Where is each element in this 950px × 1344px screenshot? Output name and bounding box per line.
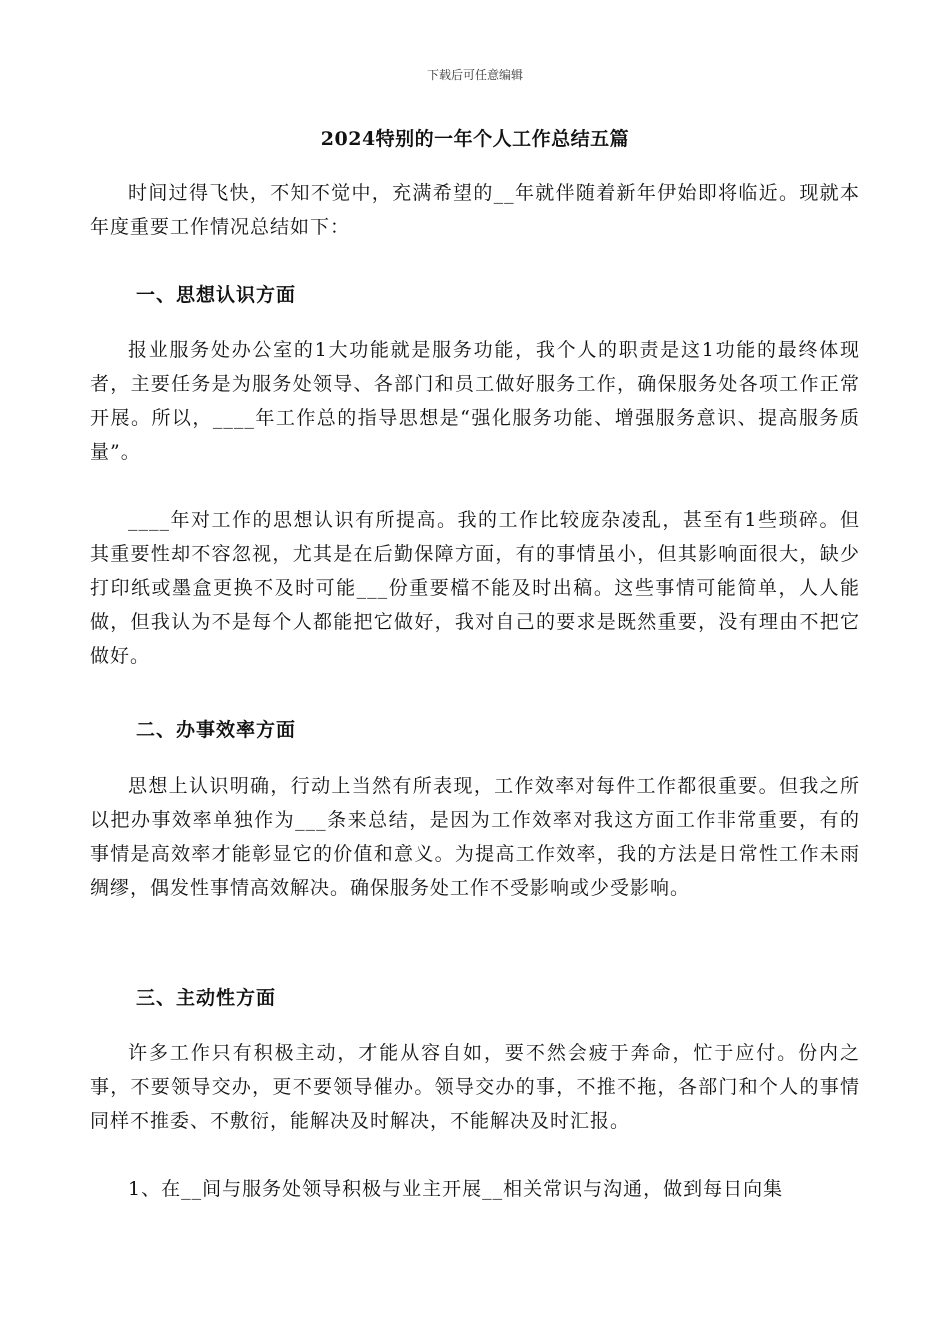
section3-paragraph-2: 1、在__间与服务处领导积极与业主开展__相关常识与沟通，做到每日向集 xyxy=(128,1178,784,1200)
header-note: 下载后可任意编辑 xyxy=(426,68,523,82)
section3-paragraph-1: 许多工作只有积极主动，才能从容自如，要不然会疲于奔命，忙于应付。份内之事，不要领导交办，更不要领导催办。领导交办的事，不推不拖，各部门和个人的事情同样不推委、不敷衍，能解决及时解决，不能解决及时汇报。 xyxy=(90,1042,860,1132)
section1-heading: 一、思想认识方面 xyxy=(136,284,297,306)
section2-paragraph-1: 思想上认识明确，行动上当然有所表现，工作效率对每件工作都很重要。但我之所以把办事效率单独作为___条来总结，是因为工作效率对我这方面工作非常重要，有的事情是高效率才能彰显它的价值和意义。为提高工作效率，我的方法是日常性工作未雨绸缪，偶发性事情高效解决。确保服务处工作不受影响或少受影响。 xyxy=(90,775,860,899)
section1-paragraph-1: 报业服务处办公室的1大功能就是服务功能，我个人的职责是这1功能的最终体现者，主要任务是为服务处领导、各部门和员工做好服务工作，确保服务处各项工作正常开展。所以，____年工作总的指导思想是“强化服务功能、增强服务意识、提高服务质量”。 xyxy=(90,339,860,463)
section2-heading: 二、办事效率方面 xyxy=(136,719,297,741)
document-title: 2024特别的一年个人工作总结五篇 xyxy=(320,128,630,150)
section3-heading: 三、主动性方面 xyxy=(136,987,277,1009)
intro-paragraph: 时间过得飞快，不知不觉中，充满希望的__年就伴随着新年伊始即将临近。现就本年度重要工作情况总结如下： xyxy=(90,182,860,238)
section1-paragraph-2: ____年对工作的思想认识有所提高。我的工作比较庞杂凌乱，甚至有1些琐碎。但其重要性却不容忽视，尤其是在后勤保障方面，有的事情虽小，但其影响面很大，缺少打印纸或墨盒更换不及时可能___份重要檔不能及时出稿。这些事情可能简单，人人能做，但我认为不是每个人都能把它做好，我对自己的要求是既然重要，没有理由不把它做好。 xyxy=(90,509,860,667)
